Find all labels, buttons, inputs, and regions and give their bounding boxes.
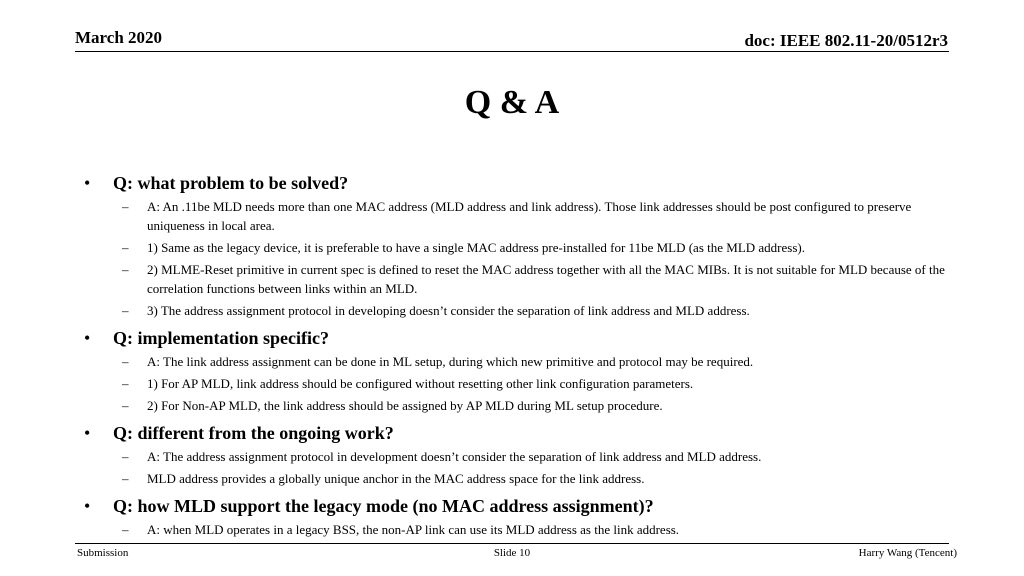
answer-text: 3) The address assignment protocol in developing doesn’t consider the separation of link address and MLD address.: [147, 303, 750, 318]
answer-item: [84, 520, 954, 539]
answer-item: [84, 374, 954, 393]
dash-icon: –: [122, 354, 129, 369]
slide-title: Q & A: [464, 84, 560, 121]
dash-icon: –: [122, 262, 129, 277]
footer-author: Harry Wang (Tencent): [858, 547, 957, 559]
question-item: [84, 421, 954, 445]
header-doc-id: doc: IEEE 802.11-20/0512r3: [744, 31, 948, 50]
answer-text: 1) Same as the legacy device, it is preferable to have a single MAC address pre-installed for 11be MLD (as the MLD address).: [147, 240, 805, 255]
answer-text: A: The address assignment protocol in development doesn’t consider the separation of link address and MLD address.: [147, 449, 762, 464]
dash-icon: –: [122, 240, 129, 255]
question-item: [84, 326, 954, 350]
header-date: March 2020: [75, 28, 163, 47]
question-text: Q: different from the ongoing work?: [113, 423, 394, 443]
answer-text: A: when MLD operates in a legacy BSS, the non-AP link can use its MLD address as the link address.: [147, 522, 680, 537]
answer-item: [84, 469, 954, 488]
dash-icon: –: [122, 303, 129, 318]
answer-item: [84, 238, 954, 257]
footer-divider: [75, 543, 949, 544]
answer-text: A: The link address assignment can be done in ML setup, during which new primitive and protocol may be required.: [147, 354, 754, 369]
dash-icon: –: [122, 398, 129, 413]
answer-item: [84, 197, 954, 235]
question-text: Q: how MLD support the legacy mode (no MAC address assignment)?: [113, 496, 654, 516]
dash-icon: –: [122, 376, 129, 391]
bullet-icon: •: [84, 328, 91, 348]
answer-text: 2) For Non-AP MLD, the link address should be assigned by AP MLD during ML setup procedure.: [147, 398, 663, 413]
slide-body: [84, 171, 954, 539]
answer-item: [84, 260, 954, 298]
answer-item: [84, 447, 954, 466]
answer-item: [84, 301, 954, 320]
dash-icon: –: [122, 449, 129, 464]
answer-item: [84, 352, 954, 371]
footer-submission: Submission: [77, 547, 129, 559]
bullet-icon: •: [84, 496, 91, 516]
answer-item: [84, 396, 954, 415]
answer-text: A: An .11be MLD needs more than one MAC address (MLD address and link address). Those link addresses should be post configured to preserve uniqueness in local area.: [147, 199, 912, 233]
answer-text: MLD address provides a globally unique anchor in the MAC address space for the link address.: [147, 471, 645, 486]
question-item: [84, 171, 954, 195]
answer-text: 2) MLME-Reset primitive in current spec is defined to reset the MAC address together with all the MAC MIBs. It is not suitable for MLD because of the correlation functions between links within an MLD.: [147, 262, 945, 296]
answer-text: 1) For AP MLD, link address should be configured without resetting other link configuration parameters.: [147, 376, 694, 391]
dash-icon: –: [122, 522, 129, 537]
bullet-icon: •: [84, 173, 91, 193]
question-item: [84, 494, 954, 518]
dash-icon: –: [122, 471, 129, 486]
question-text: Q: what problem to be solved?: [113, 173, 349, 193]
bullet-icon: •: [84, 423, 91, 443]
dash-icon: –: [122, 199, 129, 214]
question-text: Q: implementation specific?: [113, 328, 329, 348]
header-divider: [75, 51, 949, 52]
footer-slide-number: Slide 10: [493, 547, 531, 559]
